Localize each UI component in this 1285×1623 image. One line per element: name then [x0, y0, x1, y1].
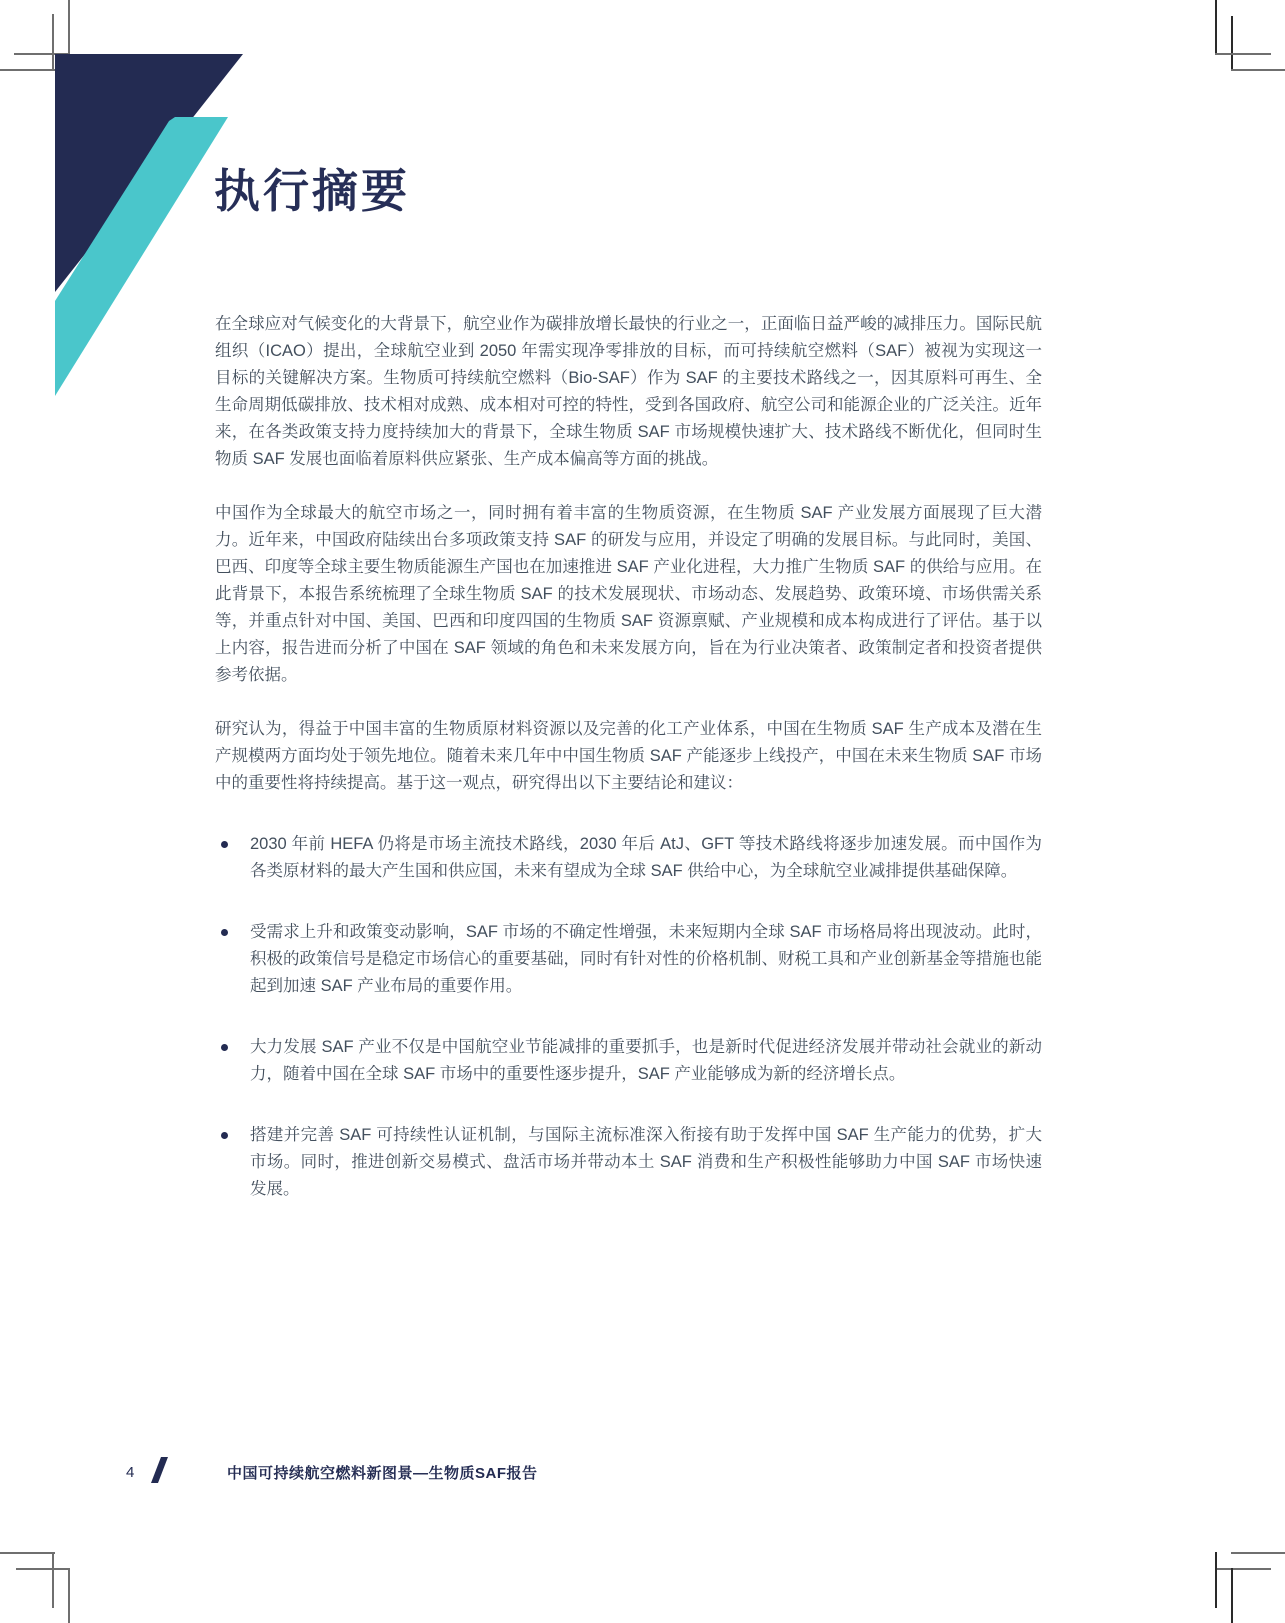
crop-mark	[16, 1568, 70, 1570]
footer-report-title: 中国可持续航空燃料新图景—生物质SAF报告	[227, 1465, 538, 1482]
bullet-item	[215, 831, 1042, 885]
crop-mark	[52, 1552, 54, 1608]
crop-mark	[1231, 69, 1285, 71]
paragraph-1: 在全球应对气候变化的大背景下，航空业作为碳排放增长最快的行业之一，正面临日益严峻的减排压力。国际民航组织（ICAO）提出，全球航空业到 2050 年需实现净零排放的目标，而可持续航空燃料（SAF）被视为实现这一目标的关键解决方案。生物质可持续航空燃料（Bio-SAF）作为 SAF 的主要技术路线之一，因其原料可再生、全生命周期低碳排放、技术相对成熟、成本相对可控的特性，受到各国政府、航空公司和能源企业的广泛关注。近年来，在各类政策支持力度持续加大的背景下，全球生物质 SAF 市场规模快速扩大、技术路线不断优化，但同时生物质 SAF 发展也面临着原料供应紧张、生产成本偏高等方面的挑战。	[215, 315, 1042, 468]
bullet-text: 大力发展 SAF 产业不仅是中国航空业节能减排的重要抓手，也是新时代促进经济发展并带动社会就业的新动力，随着中国在全球 SAF 市场中的重要性逐步提升，SAF 产业能够成为新的经济增长点。	[250, 1038, 1042, 1083]
conclusions-bullet-list	[215, 831, 1042, 1203]
bullet-dot-icon	[221, 1044, 228, 1051]
crop-mark	[0, 1552, 55, 1554]
footer-page-number: 4	[126, 1464, 135, 1481]
bullet-text: 搭建并完善 SAF 可持续性认证机制，与国际主流标准深入衔接有助于发挥中国 SAF 生产能力的优势，扩大市场。同时，推进创新交易模式、盘活市场并带动本土 SAF 消费和生产积极性能够助力中国 SAF 市场快速发展。	[250, 1126, 1042, 1198]
bullet-dot-icon	[221, 1132, 228, 1139]
paragraph-2: 中国作为全球最大的航空市场之一，同时拥有着丰富的生物质资源，在生物质 SAF 产业发展方面展现了巨大潜力。近年来，中国政府陆续出台多项政策支持 SAF 的研发与应用，并设定了明确的发展目标。与此同时，美国、巴西、印度等全球主要生物质能源生产国也在加速推进 SAF 产业化进程，大力推广生物质 SAF 的供给与应用。在此背景下，本报告系统梳理了全球生物质 SAF 的技术发展现状、市场动态、发展趋势、政策环境、市场供需关系等，并重点针对中国、美国、巴西和印度四国的生物质 SAF 资源禀赋、产业规模和成本构成进行了评估。基于以上内容，报告进而分析了中国在 SAF 领域的角色和未来发展方向，旨在为行业决策者、政策制定者和投资者提供参考依据。	[215, 504, 1042, 684]
page-title: 执行摘要	[214, 165, 410, 217]
bullet-item	[215, 919, 1042, 1000]
paragraph-3: 研究认为，得益于中国丰富的生物质原材料资源以及完善的化工产业体系，中国在生物质 SAF 生产成本及潜在生产规模两方面均处于领先地位。随着未来几年中中国生物质 SAF 产能逐步上线投产，中国在未来生物质 SAF 市场中的重要性将持续提高。基于这一观点，研究得出以下主要结论和建议：	[215, 720, 1042, 792]
crop-mark	[1231, 1552, 1285, 1554]
bullet-text: 受需求上升和政策变动影响，SAF 市场的不确定性增强，未来短期内全球 SAF 市场格局将出现波动。此时，积极的政策信号是稳定市场信心的重要基础，同时有针对性的价格机制、财税工具和产业创新基金等措施也能起到加速 SAF 产业布局的重要作用。	[250, 923, 1042, 995]
body-column	[215, 311, 1042, 1237]
crop-mark	[1231, 1568, 1233, 1623]
bullet-dot-icon	[221, 929, 228, 936]
crop-mark	[1215, 1568, 1271, 1570]
bullet-dot-icon	[221, 841, 228, 848]
crop-mark	[68, 1568, 70, 1623]
crop-mark	[1215, 0, 1217, 54]
crop-mark	[1231, 16, 1233, 70]
page-footer	[0, 1456, 1285, 1488]
crop-mark	[1215, 53, 1271, 55]
bullet-text: 2030 年前 HEFA 仍将是市场主流技术路线，2030 年后 AtJ、GFT 等技术路线将逐步加速发展。而中国作为各类原材料的最大产生国和供应国，未来有望成为全球 SAF 供给中心，为全球航空业减排提供基础保障。	[250, 835, 1042, 880]
crop-mark	[1215, 1552, 1217, 1608]
bullet-item	[215, 1034, 1042, 1088]
footer-slash-icon	[151, 1457, 168, 1483]
bullet-item	[215, 1122, 1042, 1203]
